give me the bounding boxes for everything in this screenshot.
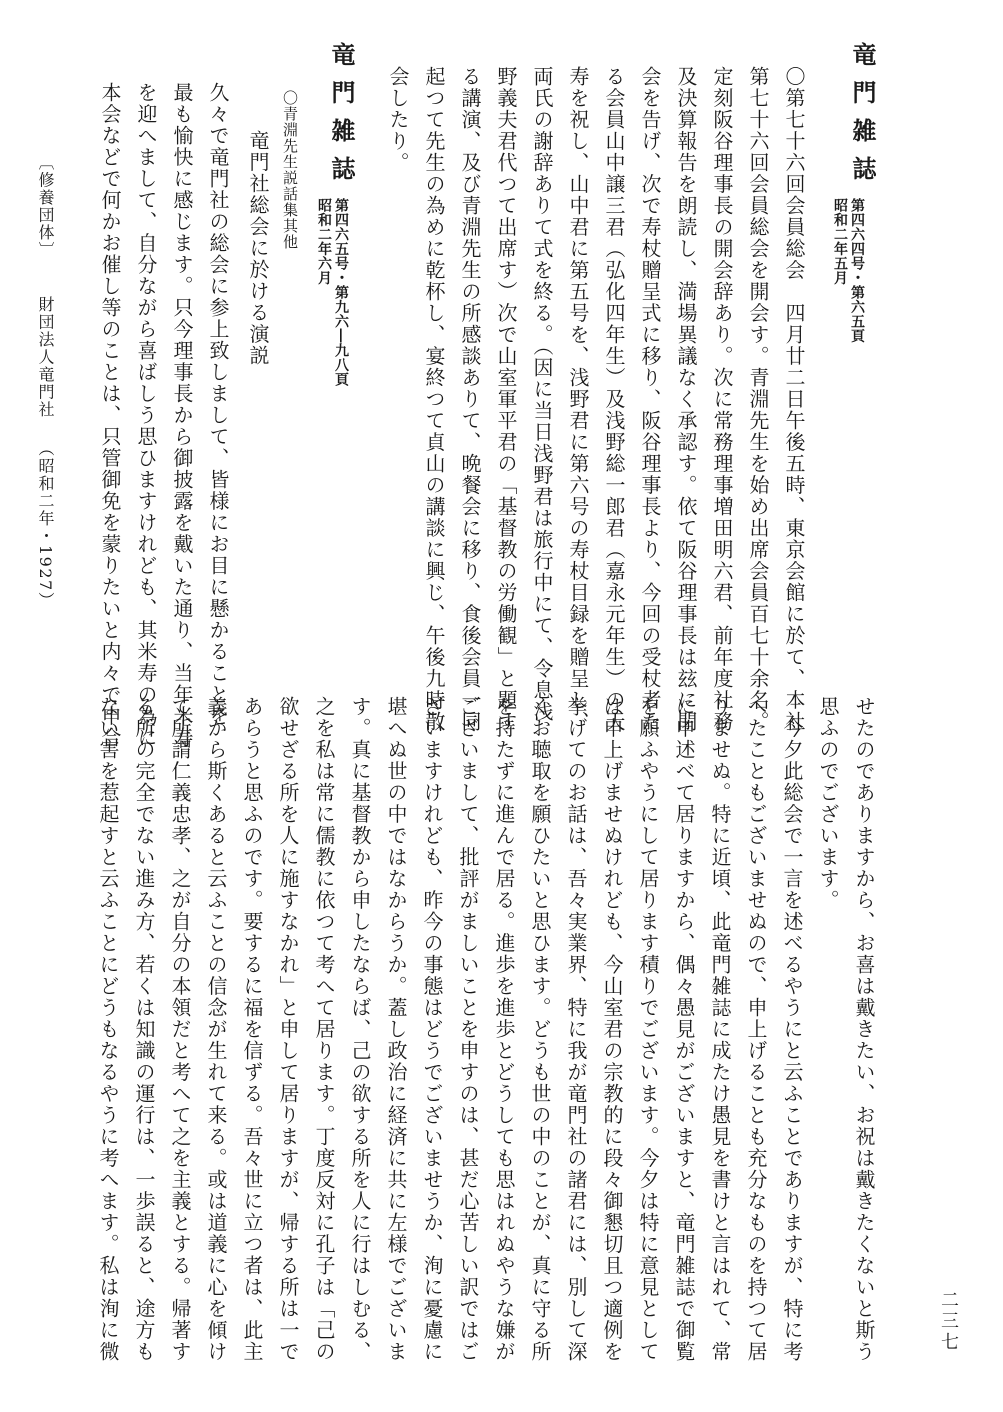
article2-subheading: 〇青淵先生説話集其他 (281, 90, 299, 250)
lower-line: る所の完全でない進み方、若くは知識の運行は、一歩誤ると、途方も (132, 696, 156, 1363)
lower-line: 堪へぬ世の中ではなからうか。蓋し政治に経済に共に左様でございま (384, 696, 408, 1363)
lower-line: に申述べて居りますから、偶々愚見がございますと、竜門雑誌で御覧 (672, 696, 696, 1363)
lower-line: す。真に基督教から申したならば、己の欲する所を人に行はしむる、 (348, 696, 372, 1363)
article1-line: る講演、及び青淵先生の所感談ありて、晩餐会に移り、食後会員一同 (458, 66, 482, 733)
lower-line: ない害を惹起すと云ふことにどうもなるやうに考へます。私は洵に微 (96, 696, 120, 1363)
footer-organization: 財団法人竜門社 (36, 296, 55, 419)
article1-line: 両氏の謝辞ありて式を終る。（因に当日浅野君は旅行中にて、令息浅 (530, 66, 554, 723)
footer-category: 〔修養団体〕 (36, 154, 55, 259)
lower-line: ございまして、批評がましいことを申すのは、甚だ心苦しい訳ではご (456, 696, 480, 1363)
lower-body (90, 696, 882, 1363)
article1-body (380, 66, 812, 733)
article1-line: 会を告げ、次で寿杖贈呈式に移り、阪谷理事長より、今回の受杖者た (638, 66, 662, 733)
lower-line: 義から斯くあると云ふことの信念が生れて来る。或は道義に心を傾け (204, 696, 228, 1363)
lower-line: ざいますけれども、昨今の事態はどうでございませうか、洵に憂慮に (420, 696, 444, 1363)
article1-line: 寿を祝し、山中君に第五号を、浅野君に第六号の寿杖目録を贈呈し、 (566, 66, 590, 733)
article1-line: 会したり。 (386, 66, 410, 174)
lower-line: あらうと思ふのです。要するに福を信ずる。吾々世に立つ者は、此主 (240, 696, 264, 1363)
lower-line: 欲せざる所を人に施すなかれ」と申して居りますが、帰する所は一で (276, 696, 300, 1363)
article1-line: 野義夫君代つて出席す）次で山室軍平君の「基督教の労働観」と題す (494, 66, 518, 733)
article2-body (92, 82, 236, 749)
lower-line: 之を私は常に儒教に依つて考へて居ります。丁度反対に孔子は「己の (312, 696, 336, 1363)
article2-line: を迎へまして、自分ながら喜ばしう思ひますけれども、其米寿の為に (134, 82, 158, 749)
article1-line: 〇第七十六回会員総会 四月廿二日午後五時、東京会館に於て、本社 (782, 66, 806, 733)
lower-line: くお聴取を願ひたいと思ひます。どうも世の中のことが、真に守る所 (528, 696, 552, 1363)
lower-line: へたこともございませぬので、申上げることも充分なものを持つて居 (744, 696, 768, 1363)
article1-source-issue: 第四六四号・第六五頁 (849, 198, 865, 343)
article2-source-issue: 第四六五号・第九六―九八頁 (333, 198, 349, 387)
article2-title: 竜門社総会に於ける演説 (246, 130, 270, 367)
footer-era: （昭和二年・1927） (36, 440, 55, 610)
article2-line: 本会などで何かお催し等のことは、只管御免を蒙りたいと内々で申合 (98, 82, 122, 749)
page-number: 二三七 (938, 1290, 959, 1353)
lower-line: 挙げてのお話は、吾々実業界、特に我が竜門社の諸君には、別して深 (564, 696, 588, 1363)
lower-line: りませぬ。特に近頃、此竜門雑誌に成たけ愚見を書けと言はれて、常 (708, 696, 732, 1363)
lower-line: は申上げませぬけれども、今山室君の宗教的に段々御懇切且つ適例を (600, 696, 624, 1363)
article1-source-date: 昭和二年五月 (832, 198, 848, 285)
article1-line: る会員山中譲三君（弘化四年生）及浅野総一郎君（嘉永元年生）の天 (602, 66, 626, 733)
article1-heading: 竜門雑誌 (848, 42, 877, 194)
article2-heading: 竜門雑誌 (327, 42, 356, 194)
article1-line: 定刻阪谷理事長の開会辞あり。次に常務理事増田明六君、前年度社務 (710, 66, 734, 733)
lower-line: を願ふやうにして居ります積りでございます。今夕は特に意見として (636, 696, 660, 1363)
lower-line: 思ふのでございます。 (816, 696, 840, 911)
lower-line: せたのでありますから、お喜は戴きたい、お祝は戴きたくないと斯う (852, 696, 876, 1363)
article2-line: 久々で竜門社の総会に参上致しまして、皆様にお目に懸かることを (206, 82, 230, 727)
lower-line: を持たずに進んで居る。進歩を進歩とどうしても思はれぬやうな嫌が (492, 696, 516, 1363)
article2-line: 最も愉快に感じます。只今理事長から御披露を戴いた通り、当年米寿 (170, 82, 194, 749)
article1-line: 起つて先生の為めに乾杯し、宴終つて貞山の講談に興じ、午後九時散 (422, 66, 446, 733)
article1-line: 及決算報告を朗読し、満場異議なく承認す。依て阪谷理事長は玆に閉 (674, 66, 698, 733)
article1-line: 第七十六回会員総会を開会す。青淵先生を始め出席会員百七十余名。 (746, 66, 770, 733)
lower-line: て所謂仁義忠孝、之が自分の本領だと考へて之を主義とする。帰著す (168, 696, 192, 1363)
article2-source-date: 昭和二年六月 (316, 198, 332, 285)
lower-line: 今夕此総会で一言を述べるやうにと云ふことでありますが、特に考 (780, 696, 804, 1363)
